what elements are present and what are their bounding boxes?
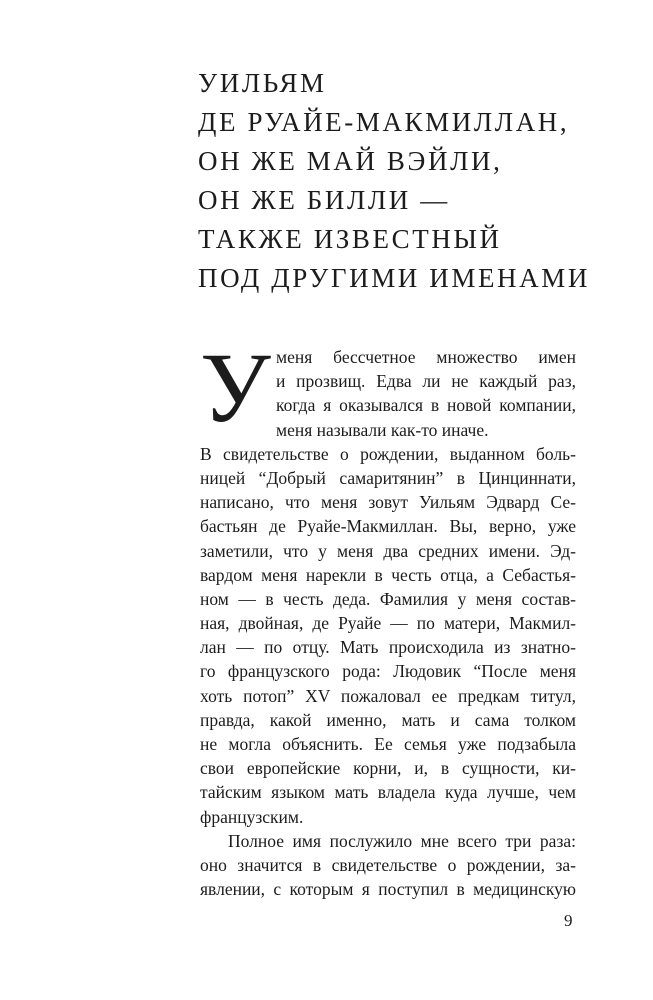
text-line: хоть потоп” XV пожаловал ее предкам титул, — [200, 685, 576, 706]
text-line: вардом меня нарекли в честь отца, а Себастья- — [200, 564, 576, 585]
drop-cap: У — [200, 332, 271, 443]
text-line: ницей “Добрый самаритянин” в Цинциннати, — [200, 467, 576, 488]
text-line: меня называли как-то иначе. — [276, 419, 489, 440]
text-line: не могла объяснить. Ее семья уже подзабыла — [200, 734, 576, 754]
text-line: явлении, с которым я поступил в медицинскую — [200, 879, 576, 900]
text-line: ном — в честь деда. Фамилия у меня состав- — [200, 588, 576, 609]
chapter-title — [198, 64, 618, 298]
body-text — [200, 332, 576, 901]
chapter-title-line: ПОД ДРУГИМИ ИМЕНАМИ — [198, 263, 590, 293]
text-line: когда я оказывался в новой компании, — [276, 395, 576, 416]
page-number: 9 — [564, 911, 573, 930]
text-line: лан — по отцу. Мать происходила из знатно- — [200, 637, 576, 658]
text-line: тайским языком мать владела куда лучше, чем — [200, 782, 576, 803]
text-line: французским. — [200, 806, 304, 827]
text-line: В свидетельстве о рождении, выданном боль- — [200, 443, 576, 464]
chapter-title-line: ОН ЖЕ БИЛЛИ — — [198, 185, 450, 215]
text-line: свои европейские корни, и, в сущности, ки- — [200, 758, 576, 779]
text-line: меня бессчетное множество имен — [276, 347, 576, 367]
paragraph-2 — [200, 829, 576, 902]
text-line: правда, какой именно, мать и сама толком — [200, 709, 576, 730]
chapter-title-line: УИЛЬЯМ — [198, 68, 327, 98]
text-line: ная, двойная, де Руайе — по матери, Макмил- — [200, 613, 576, 634]
text-line: и прозвищ. Едва ли не каждый раз, — [276, 371, 576, 392]
chapter-title-line: ТАКЖЕ ИЗВЕСТНЫЙ — [198, 224, 502, 254]
paragraph-1 — [200, 332, 576, 829]
text-line: заметили, что у меня два средних имени. Эд- — [200, 540, 576, 561]
text-line: го французского рода: Людовик “После меня — [200, 661, 576, 682]
text-line: оно значится в свидетельстве о рождении, за- — [200, 854, 576, 875]
chapter-title-line: ДЕ РУАЙЕ-МАКМИЛЛАН, — [198, 107, 570, 137]
text-line: бастьян де Руайе-Макмиллан. Вы, верно, уже — [200, 516, 576, 537]
text-line: написано, что меня зовут Уильям Эдвард Се- — [200, 492, 576, 513]
chapter-title-line: ОН ЖЕ МАЙ ВЭЙЛИ, — [198, 146, 503, 176]
text-line: Полное имя послужило мне всего три раза: — [228, 830, 576, 851]
